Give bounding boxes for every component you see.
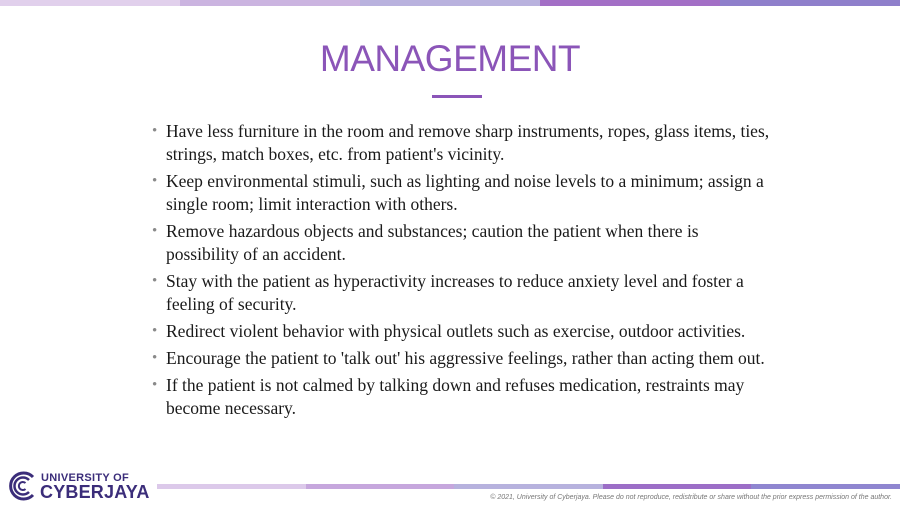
bottom-color-bar (157, 484, 900, 489)
bullet-dot-icon: • (152, 323, 158, 339)
bullet-item (152, 347, 772, 370)
bottom-bar-segment (603, 484, 752, 489)
copyright-notice: © 2021, University of Cyberjaya. Please do not reproduce, redistribute or share without the prior express permission of the author. (490, 494, 892, 501)
bullet-list (152, 120, 772, 424)
bullet-text: Stay with the patient as hyperactivity increases to reduce anxiety level and foster a feeling of security. (166, 271, 744, 314)
top-bar-segment (540, 0, 720, 6)
bottom-bar-segment (157, 484, 306, 489)
top-bar-segment (720, 0, 900, 6)
bullet-item (152, 120, 772, 166)
bullet-text: Remove hazardous objects and substances; caution the patient when there is possibility of an accident. (166, 221, 699, 264)
university-emblem-icon (5, 469, 39, 503)
slide-title: MANAGEMENT (319, 38, 581, 79)
bottom-bar-segment (454, 484, 603, 489)
logo-line-2: CYBERJAYA (40, 482, 150, 502)
bullet-text: Redirect violent behavior with physical outlets such as exercise, outdoor activities. (166, 321, 746, 341)
bullet-dot-icon: • (152, 350, 158, 366)
bullet-dot-icon: • (152, 223, 158, 239)
bullet-text: Have less furniture in the room and remove sharp instruments, ropes, glass items, ties, strings, match boxes, etc. from patient's vicinity. (166, 121, 770, 164)
top-bar-segment (0, 0, 180, 6)
bullet-item (152, 320, 772, 343)
logo-line-1: UNIVERSITY OF (41, 472, 130, 484)
university-logo (5, 469, 150, 503)
bottom-bar-segment (751, 484, 900, 489)
bullet-item (152, 374, 772, 420)
bullet-text: If the patient is not calmed by talking down and refuses medication, restraints may become necessary. (166, 375, 745, 418)
bullet-item (152, 270, 772, 316)
bullet-text: Encourage the patient to 'talk out' his aggressive feelings, rather than acting them out. (166, 348, 765, 368)
bullet-dot-icon: • (152, 273, 158, 289)
bullet-dot-icon: • (152, 173, 158, 189)
bullet-text: Keep environmental stimuli, such as lighting and noise levels to a minimum; assign a single room; limit interaction with others. (166, 171, 764, 214)
top-bar-segment (360, 0, 540, 6)
title-underline (432, 95, 482, 98)
bullet-dot-icon: • (152, 123, 158, 139)
top-color-bar (0, 0, 900, 6)
bottom-bar-segment (306, 484, 455, 489)
bullet-item (152, 170, 772, 216)
bullet-item (152, 220, 772, 266)
top-bar-segment (180, 0, 360, 6)
bullet-dot-icon: • (152, 377, 158, 393)
